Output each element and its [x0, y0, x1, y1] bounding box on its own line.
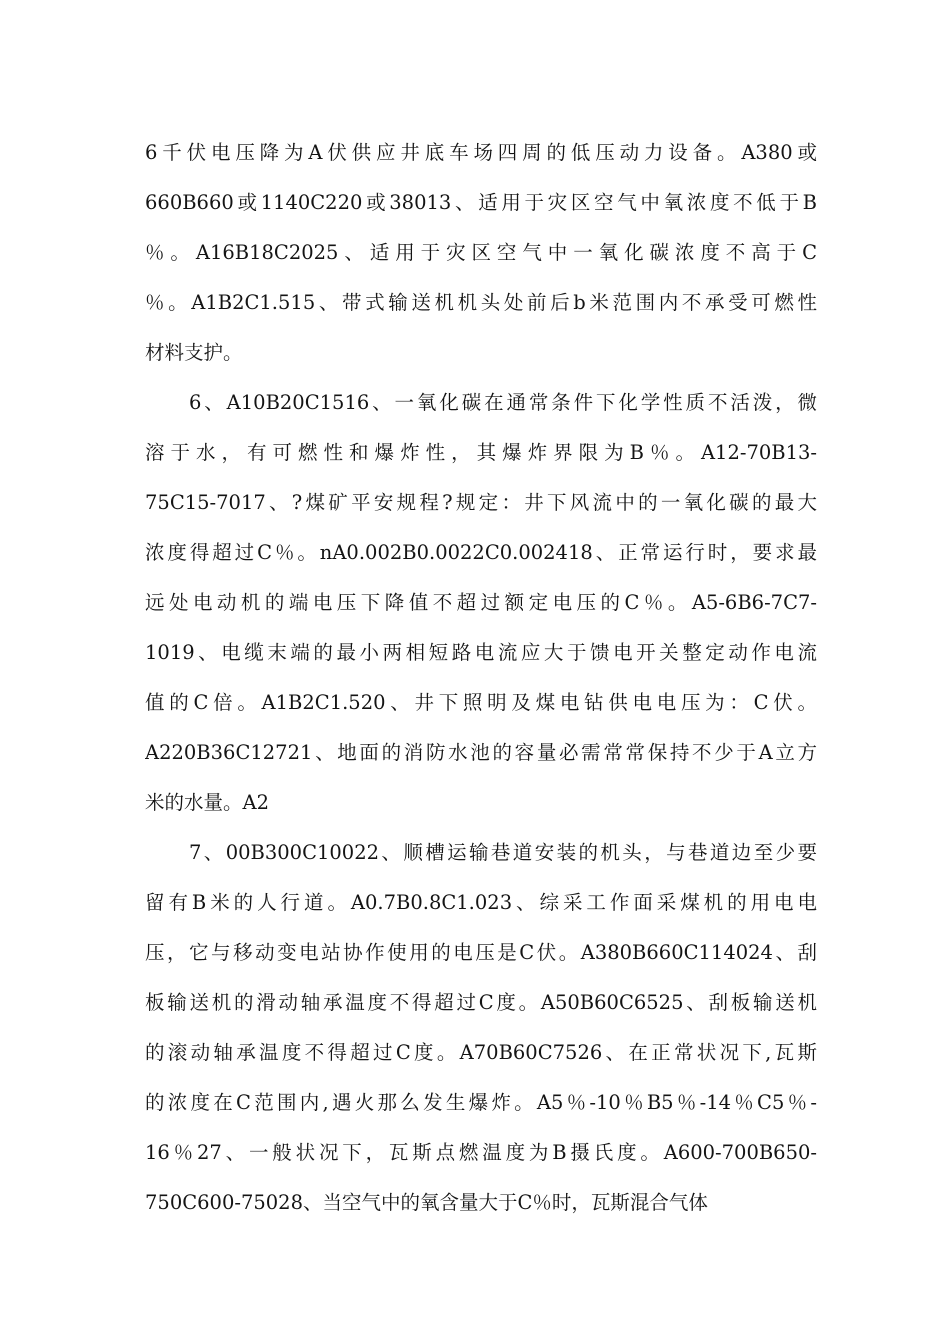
text-line: 的浓度在C范围内,遇火那么发生爆炸。A5％-10％B5％-14％C5％-: [145, 1091, 817, 1114]
paragraph-1: [145, 134, 817, 384]
text-line: A220B36C12721、地面的消防水池的容量必需常常保持不少于A立方: [145, 741, 817, 764]
text-line: 板输送机的滑动轴承温度不得超过C度。A50B60C6525、刮板输送机: [145, 991, 817, 1014]
text-line: ％。A1B2C1.515、带式输送机机头处前后b米范围内不承受可燃性: [145, 291, 817, 314]
text-line: 留有B米的人行道。A0.7B0.8C1.023、综采工作面采煤机的用电电: [145, 891, 817, 914]
text-line: 浓度得超过C％。nA0.002B0.0022C0.002418、正常运行时，要求最: [145, 541, 817, 564]
document-body: [145, 134, 817, 1234]
text-line: 16％27、一般状况下，瓦斯点燃温度为B摄氏度。A600-700B650-: [145, 1141, 817, 1164]
text-line: 750C600-75028、当空气中的氧含量大于C％时，瓦斯混合气体: [145, 1191, 708, 1214]
text-line: 的滚动轴承温度不得超过C度。A70B60C7526、在正常状况下,瓦斯: [145, 1041, 817, 1064]
text-line: 压，它与移动变电站协作使用的电压是C伏。A380B660C114024、刮: [145, 941, 817, 964]
text-line: 溶于水，有可燃性和爆炸性，其爆炸界限为B％。A12-70B13-: [145, 441, 817, 464]
text-line: 米的水量。A2: [145, 791, 269, 814]
paragraph-3: [145, 834, 817, 1234]
text-line: 远处电动机的端电压下降值不超过额定电压的C％。A5-6B6-7C7-: [145, 591, 817, 614]
text-line: 75C15-7017、?煤矿平安规程?规定：井下风流中的一氧化碳的最大: [145, 491, 817, 514]
text-line: 值的C倍。A1B2C1.520、井下照明及煤电钻供电电压为：C伏。: [145, 691, 817, 714]
text-line: 6、A10B20C1516、一氧化碳在通常条件下化学性质不活泼，微: [189, 391, 817, 414]
text-line: 6千伏电压降为A伏供应井底车场四周的低压动力设备。A380或: [145, 141, 817, 164]
text-line: 7、00B300C10022、顺槽运输巷道安装的机头，与巷道边至少要: [189, 841, 817, 864]
paragraph-2: [145, 384, 817, 834]
text-line: 1019、电缆末端的最小两相短路电流应大于馈电开关整定动作电流: [145, 641, 817, 664]
text-line: ％。A16B18C2025、适用于灾区空气中一氧化碳浓度不高于C: [145, 241, 817, 264]
text-line: 660B660或1140C220或38013、适用于灾区空气中氧浓度不低于B: [145, 191, 817, 214]
text-line: 材料支护。: [145, 341, 243, 364]
